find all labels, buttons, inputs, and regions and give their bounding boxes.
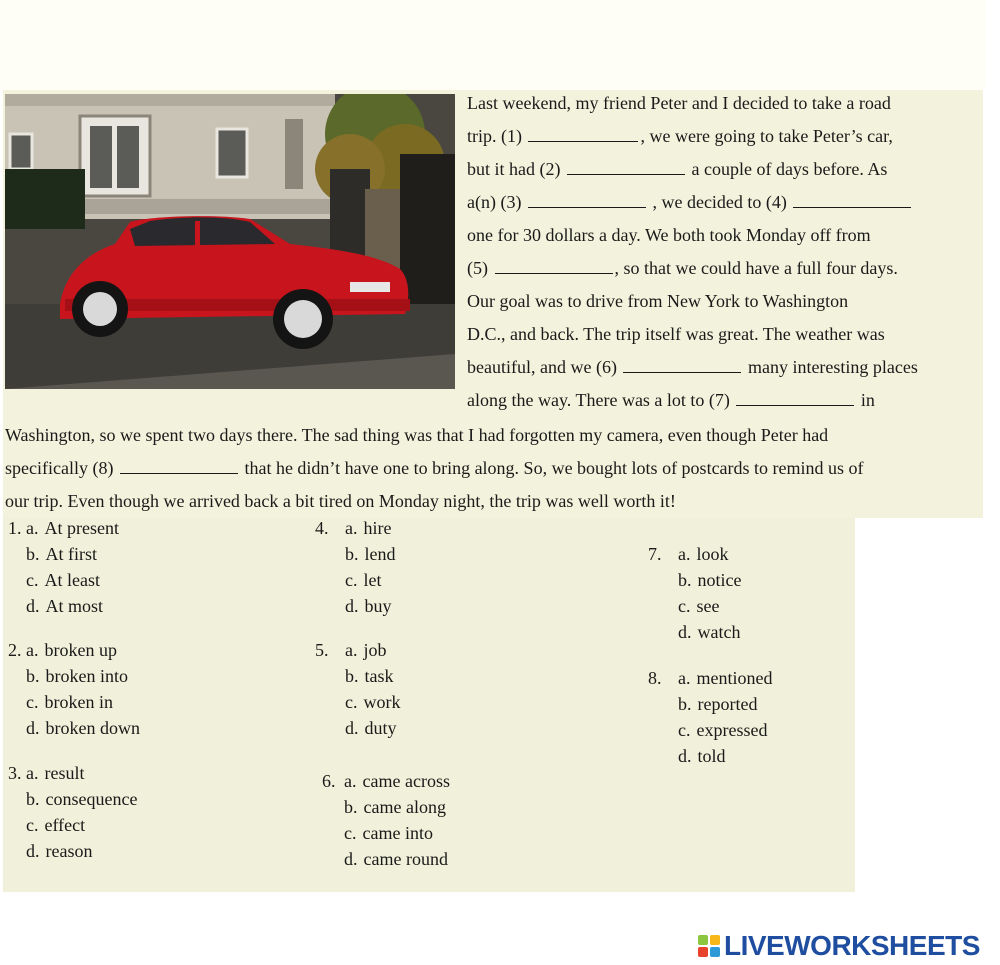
logo-square-green — [698, 935, 708, 945]
question-number: 1. — [8, 518, 22, 538]
passage-text: a couple of days before. As — [686, 159, 888, 179]
question-1-options — [8, 515, 119, 619]
question-number: 7. — [648, 544, 662, 564]
question-8-options — [648, 665, 772, 769]
option-letter: d. — [26, 596, 40, 616]
option-text: notice — [697, 570, 742, 590]
passage-text: , so that we could have a full four days. — [614, 258, 898, 278]
passage-line — [467, 323, 885, 345]
answer-blank[interactable] — [793, 193, 911, 208]
passage-line — [467, 92, 891, 114]
passage-text: (5) — [467, 258, 493, 278]
passage-text: that he didn’t have one to bring along. So, we bought lots of postcards to remind us of — [239, 458, 864, 478]
option-letter: c. — [26, 570, 39, 590]
option-row[interactable] — [648, 717, 772, 743]
option-text: lend — [364, 544, 396, 564]
option-row[interactable] — [648, 567, 741, 593]
question-4-options — [315, 515, 396, 619]
passage-line — [5, 490, 676, 512]
option-row[interactable] — [315, 541, 396, 567]
question-7-options — [648, 541, 741, 645]
option-text: buy — [364, 596, 392, 616]
option-letter: d. — [26, 718, 40, 738]
option-text: At least — [44, 570, 100, 590]
option-text: look — [696, 544, 729, 564]
top-margin — [0, 0, 985, 90]
passage-text: Our goal was to drive from New York to Washington — [467, 291, 849, 311]
option-row[interactable] — [648, 691, 772, 717]
option-letter: c. — [345, 692, 358, 712]
option-letter: d. — [26, 841, 40, 861]
option-row[interactable] — [8, 541, 119, 567]
option-letter: a. — [345, 518, 358, 538]
option-letter: b. — [26, 666, 40, 686]
option-letter: b. — [26, 789, 40, 809]
option-letter: d. — [678, 746, 692, 766]
passage-text: trip. (1) — [467, 126, 527, 146]
option-row[interactable] — [322, 846, 450, 872]
answer-blank[interactable] — [120, 459, 238, 474]
option-text: expressed — [696, 720, 768, 740]
question-2-options — [8, 637, 140, 741]
option-letter: d. — [344, 849, 358, 869]
passage-line — [467, 224, 871, 246]
option-row[interactable] — [8, 760, 137, 786]
passage-line — [5, 424, 828, 446]
passage-line — [467, 158, 887, 180]
passage-text: our trip. Even though we arrived back a bit tired on Monday night, the trip was well worth it! — [5, 491, 676, 511]
passage-text: , we were going to take Peter’s car, — [640, 126, 893, 146]
option-row[interactable] — [8, 715, 140, 741]
option-text: job — [363, 640, 387, 660]
option-text: broken into — [45, 666, 128, 686]
option-letter: c. — [678, 596, 691, 616]
option-row[interactable] — [322, 768, 450, 794]
option-letter: d. — [345, 596, 359, 616]
red-car-photo — [5, 94, 455, 389]
option-row[interactable] — [648, 541, 741, 567]
question-5-options — [315, 637, 401, 741]
passage-text: but it had (2) — [467, 159, 565, 179]
option-row[interactable] — [315, 567, 396, 593]
option-row[interactable] — [648, 619, 741, 645]
option-row[interactable] — [322, 794, 450, 820]
logo-text: LIVEWORKSHEETS — [724, 930, 980, 961]
option-text: broken in — [44, 692, 113, 712]
option-text: mentioned — [696, 668, 773, 688]
logo-mark-icon — [698, 935, 720, 957]
option-letter: b. — [344, 797, 358, 817]
option-text: reported — [697, 694, 758, 714]
option-text: work — [363, 692, 401, 712]
answer-blank[interactable] — [736, 391, 854, 406]
answer-blank[interactable] — [567, 160, 685, 175]
passage-text: one for 30 dollars a day. We both took Monday off from — [467, 225, 871, 245]
option-row[interactable] — [315, 593, 396, 619]
logo-square-yellow — [710, 935, 720, 945]
passage-line — [467, 290, 848, 312]
option-row[interactable] — [315, 689, 401, 715]
option-letter: a. — [678, 668, 691, 688]
answer-blank[interactable] — [528, 127, 638, 142]
option-text: came into — [362, 823, 433, 843]
option-text: came round — [363, 849, 448, 869]
logo-square-blue — [710, 947, 720, 957]
option-text: At first — [45, 544, 97, 564]
option-row[interactable] — [315, 637, 401, 663]
option-text: At present — [44, 518, 119, 538]
option-row[interactable] — [8, 637, 140, 663]
passage-text: Last weekend, my friend Peter and I decided to take a road — [467, 93, 891, 113]
passage-line — [467, 191, 913, 213]
logo-square-red — [698, 947, 708, 957]
question-3-options — [8, 760, 137, 864]
option-row[interactable] — [315, 715, 401, 741]
option-text: watch — [697, 622, 741, 642]
option-text: At most — [45, 596, 104, 616]
option-text: result — [44, 763, 85, 783]
passage-text: beautiful, and we (6) — [467, 357, 622, 377]
answer-blank[interactable] — [528, 193, 646, 208]
passage-line — [467, 389, 875, 411]
option-letter: d. — [678, 622, 692, 642]
passage-text: a(n) (3) — [467, 192, 526, 212]
option-row[interactable] — [315, 663, 401, 689]
option-row[interactable] — [648, 665, 772, 691]
liveworksheets-logo — [698, 930, 980, 962]
answer-blank[interactable] — [623, 358, 741, 373]
question-6-options — [322, 768, 450, 872]
option-text: broken down — [45, 718, 140, 738]
passage-text: , we decided to (4) — [647, 192, 792, 212]
question-number: 5. — [315, 640, 329, 660]
option-letter: c. — [345, 570, 358, 590]
option-letter: a. — [678, 544, 691, 564]
option-text: task — [364, 666, 394, 686]
option-letter: a. — [26, 640, 39, 660]
answer-blank[interactable] — [495, 259, 613, 274]
option-row[interactable] — [8, 838, 137, 864]
passage-line — [467, 125, 893, 147]
option-letter: c. — [344, 823, 357, 843]
option-letter: c. — [678, 720, 691, 740]
option-text: let — [363, 570, 382, 590]
option-letter: a. — [26, 763, 39, 783]
option-text: effect — [44, 815, 86, 835]
option-row[interactable] — [8, 515, 119, 541]
option-letter: b. — [678, 694, 692, 714]
question-number: 2. — [8, 640, 22, 660]
option-text: broken up — [44, 640, 117, 660]
option-letter: b. — [26, 544, 40, 564]
option-letter: c. — [26, 692, 39, 712]
option-row[interactable] — [8, 689, 140, 715]
option-text: reason — [45, 841, 93, 861]
option-letter: d. — [345, 718, 359, 738]
option-text: hire — [363, 518, 392, 538]
question-number: 8. — [648, 668, 662, 688]
option-letter: a. — [345, 640, 358, 660]
option-row[interactable] — [8, 567, 119, 593]
passage-text: along the way. There was a lot to (7) — [467, 390, 735, 410]
option-row[interactable] — [8, 786, 137, 812]
option-letter: b. — [345, 666, 359, 686]
option-text: told — [697, 746, 726, 766]
passage-line — [467, 356, 918, 378]
option-row[interactable] — [8, 663, 140, 689]
option-text: came along — [363, 797, 446, 817]
option-letter: b. — [345, 544, 359, 564]
option-row[interactable] — [8, 812, 137, 838]
passage-line — [467, 257, 898, 279]
passage-text: specifically (8) — [5, 458, 118, 478]
option-row[interactable] — [322, 820, 450, 846]
question-number: 4. — [315, 518, 329, 538]
option-row[interactable] — [648, 743, 772, 769]
option-text: duty — [364, 718, 397, 738]
option-letter: a. — [344, 771, 357, 791]
passage-line — [5, 457, 864, 479]
option-letter: a. — [26, 518, 39, 538]
option-row[interactable] — [8, 593, 119, 619]
option-text: see — [696, 596, 720, 616]
option-letter: b. — [678, 570, 692, 590]
option-row[interactable] — [315, 515, 396, 541]
passage-text: many interesting places — [743, 357, 918, 377]
passage-text: in — [856, 390, 875, 410]
option-text: consequence — [45, 789, 138, 809]
question-number: 6. — [322, 771, 336, 791]
passage-text: D.C., and back. The trip itself was great. The weather was — [467, 324, 885, 344]
option-text: came across — [362, 771, 450, 791]
question-number: 3. — [8, 763, 22, 783]
option-letter: c. — [26, 815, 39, 835]
option-row[interactable] — [648, 593, 741, 619]
passage-text: Washington, so we spent two days there. The sad thing was that I had forgotten my camera, even though Peter had — [5, 425, 829, 445]
